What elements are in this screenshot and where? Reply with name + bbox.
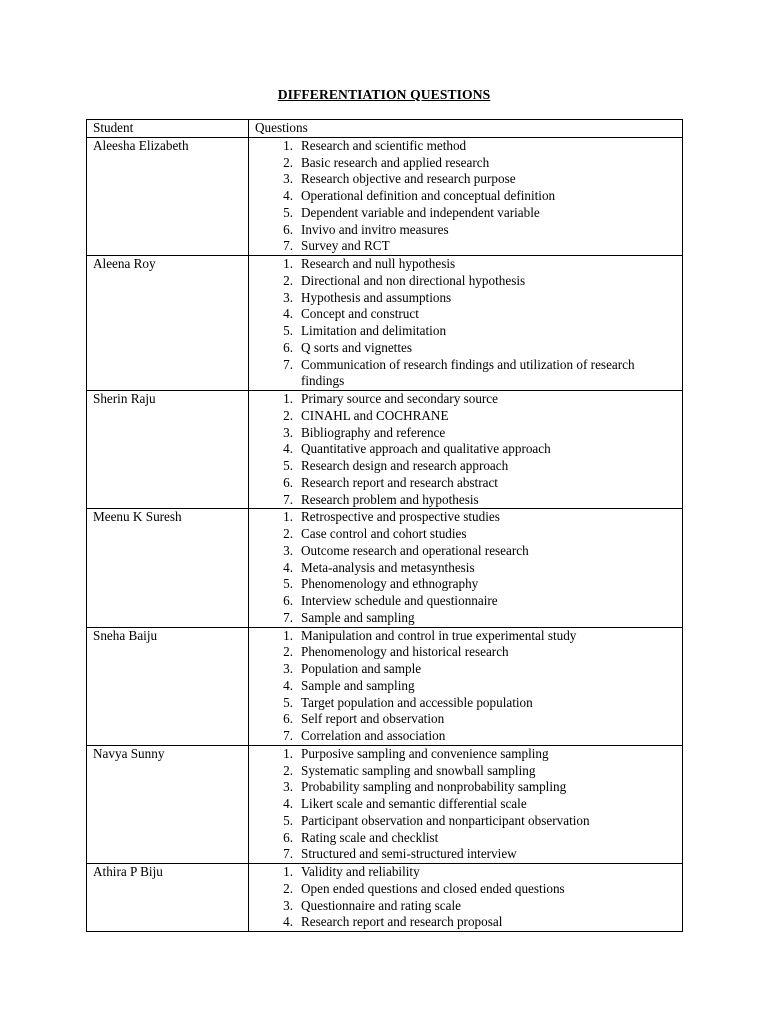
- list-item: [249, 628, 682, 645]
- questions-cell: [249, 745, 683, 863]
- list-number: 4.: [283, 306, 293, 322]
- list-number: 5.: [283, 812, 293, 828]
- list-number: 7.: [283, 609, 293, 625]
- list-number: 7.: [283, 238, 293, 254]
- question-text: Validity and reliability: [301, 864, 420, 879]
- question-text: Participant observation and nonparticipant observation: [301, 812, 590, 828]
- list-number: 4.: [283, 914, 293, 930]
- question-text: Systematic sampling and snowball sampling: [301, 762, 536, 778]
- student-name: Aleena Roy: [87, 256, 249, 391]
- list-item: [249, 610, 682, 627]
- list-item: [249, 188, 682, 205]
- questions-table: [86, 119, 683, 932]
- list-item: [249, 914, 682, 931]
- question-text: Operational definition and conceptual definition: [301, 188, 556, 203]
- list-number: 4.: [283, 796, 293, 811]
- question-text: Research and scientific method: [301, 137, 467, 153]
- question-text: Retrospective and prospective studies: [301, 509, 500, 525]
- student-name: Meenu K Suresh: [87, 509, 249, 627]
- list-item: [249, 864, 682, 881]
- list-item: [249, 526, 682, 543]
- question-text: Research problem and hypothesis: [301, 491, 479, 507]
- questions-list: [249, 746, 682, 863]
- list-number: 3.: [283, 542, 293, 558]
- list-number: 2.: [283, 272, 293, 288]
- questions-list: [249, 138, 682, 255]
- list-number: 1.: [283, 256, 293, 271]
- question-text: Primary source and secondary source: [301, 391, 499, 406]
- question-text: Q sorts and vignettes: [301, 339, 412, 355]
- header-student: Student: [87, 120, 249, 138]
- list-number: 3.: [283, 779, 293, 795]
- list-item: [249, 711, 682, 728]
- questions-list: [249, 864, 682, 931]
- list-number: 4.: [283, 441, 293, 457]
- list-item: [249, 357, 682, 391]
- table-row: [87, 627, 683, 745]
- list-number: 1.: [283, 391, 293, 406]
- list-item: [249, 898, 682, 915]
- table-row: [87, 137, 683, 255]
- list-item: [249, 881, 682, 898]
- list-number: 4.: [283, 559, 293, 575]
- question-text: Survey and RCT: [301, 238, 390, 254]
- list-item: [249, 560, 682, 577]
- question-text: Sample and sampling: [301, 609, 415, 625]
- list-number: 5.: [283, 323, 293, 338]
- list-item: [249, 695, 682, 712]
- list-item: [249, 408, 682, 425]
- list-item: [249, 391, 682, 408]
- list-number: 6.: [283, 711, 293, 727]
- question-text: Questionnaire and rating scale: [301, 897, 462, 913]
- header-questions: Questions: [249, 120, 683, 138]
- list-item: [249, 171, 682, 188]
- list-item: [249, 661, 682, 678]
- list-number: 6.: [283, 339, 293, 355]
- question-text: Hypothesis and assumptions: [301, 289, 452, 305]
- list-item: [249, 273, 682, 290]
- list-item: [249, 238, 682, 255]
- question-text: Phenomenology and historical research: [301, 644, 509, 660]
- question-text: Dependent variable and independent variable: [301, 204, 540, 220]
- question-text: Concept and construct: [301, 306, 419, 322]
- list-item: [249, 746, 682, 763]
- list-item: [249, 830, 682, 847]
- list-item: [249, 796, 682, 813]
- question-text: Self report and observation: [301, 711, 445, 727]
- questions-cell: [249, 256, 683, 391]
- question-text: Quantitative approach and qualitative approach: [301, 441, 551, 457]
- table-row: [87, 256, 683, 391]
- question-text: Research report and research proposal: [301, 914, 503, 930]
- questions-list: [249, 628, 682, 745]
- list-number: 3.: [283, 289, 293, 305]
- table-row: [87, 745, 683, 863]
- list-item: [249, 475, 682, 492]
- list-number: 2.: [283, 526, 293, 541]
- list-item: [249, 509, 682, 526]
- list-number: 4.: [283, 188, 293, 203]
- list-number: 7.: [283, 846, 293, 862]
- list-item: [249, 155, 682, 172]
- list-number: 1.: [283, 864, 293, 879]
- list-number: 5.: [283, 458, 293, 473]
- question-text: Phenomenology and ethnography: [301, 576, 479, 592]
- question-text: CINAHL and COCHRANE: [301, 407, 449, 423]
- list-number: 4.: [283, 677, 293, 693]
- question-text: Research design and research approach: [301, 458, 509, 473]
- table-body: [87, 120, 683, 932]
- list-number: 7.: [283, 728, 293, 743]
- list-number: 6.: [283, 474, 293, 490]
- list-number: 7.: [283, 356, 293, 372]
- table-header-row: [87, 120, 683, 138]
- questions-cell: [249, 864, 683, 932]
- list-number: 3.: [283, 897, 293, 913]
- list-item: [249, 441, 682, 458]
- list-number: 6.: [283, 829, 293, 845]
- list-number: 1.: [283, 509, 293, 525]
- table-row: [87, 864, 683, 932]
- list-number: 1.: [283, 745, 293, 761]
- question-text: Case control and cohort studies: [301, 526, 467, 541]
- question-text: Purposive sampling and convenience sampling: [301, 745, 549, 761]
- list-number: 1.: [283, 137, 293, 153]
- question-text: Likert scale and semantic differential scale: [301, 796, 527, 811]
- question-text: Correlation and association: [301, 728, 446, 743]
- table-row: [87, 391, 683, 509]
- student-name: Aleesha Elizabeth: [87, 137, 249, 255]
- question-text: Open ended questions and closed ended questions: [301, 880, 565, 896]
- question-text: Structured and semi-structured interview: [301, 846, 517, 862]
- list-item: [249, 290, 682, 307]
- questions-cell: [249, 391, 683, 509]
- list-item: [249, 256, 682, 273]
- list-number: 1.: [283, 627, 293, 643]
- list-number: 2.: [283, 762, 293, 778]
- list-number: 5.: [283, 694, 293, 710]
- question-text: Outcome research and operational research: [301, 542, 529, 558]
- list-item: [249, 222, 682, 239]
- question-text: Research report and research abstract: [301, 474, 498, 490]
- list-item: [249, 425, 682, 442]
- list-number: 3.: [283, 424, 293, 440]
- questions-list: [249, 391, 682, 508]
- list-item: [249, 543, 682, 560]
- question-text: Sample and sampling: [301, 677, 415, 693]
- list-number: 6.: [283, 221, 293, 237]
- list-number: 2.: [283, 154, 293, 170]
- list-item: [249, 846, 682, 863]
- questions-cell: [249, 509, 683, 627]
- list-number: 3.: [283, 661, 293, 676]
- list-item: [249, 576, 682, 593]
- list-item: [249, 492, 682, 509]
- question-text: Basic research and applied research: [301, 154, 490, 170]
- list-item: [249, 323, 682, 340]
- question-text: Manipulation and control in true experimental study: [301, 627, 577, 643]
- list-item: [249, 728, 682, 745]
- list-item: [249, 813, 682, 830]
- questions-cell: [249, 627, 683, 745]
- questions-cell: [249, 137, 683, 255]
- student-name: Sherin Raju: [87, 391, 249, 509]
- questions-list: [249, 256, 682, 390]
- list-item: [249, 138, 682, 155]
- list-item: [249, 779, 682, 796]
- list-number: 2.: [283, 407, 293, 423]
- list-item: [249, 458, 682, 475]
- question-text: Directional and non directional hypothesis: [301, 272, 526, 288]
- page-title: DIFFERENTIATION QUESTIONS: [277, 87, 491, 102]
- list-number: 5.: [283, 576, 293, 592]
- list-item: [249, 593, 682, 610]
- list-number: 7.: [283, 491, 293, 507]
- list-number: 2.: [283, 880, 293, 896]
- student-name: Athira P Biju: [87, 864, 249, 932]
- question-text: Population and sample: [301, 661, 422, 676]
- question-text: Interview schedule and questionnaire: [301, 593, 498, 608]
- question-text: Meta-analysis and metasynthesis: [301, 559, 475, 575]
- list-item: [249, 644, 682, 661]
- list-number: 5.: [283, 204, 293, 220]
- list-item: [249, 205, 682, 222]
- student-name: Sneha Baiju: [87, 627, 249, 745]
- list-number: 3.: [283, 171, 293, 187]
- student-name: Navya Sunny: [87, 745, 249, 863]
- question-text: Rating scale and checklist: [301, 829, 439, 845]
- question-text: Communication of research findings and utilization of research findings: [301, 356, 635, 389]
- question-text: Probability sampling and nonprobability sampling: [301, 779, 567, 795]
- list-item: [249, 678, 682, 695]
- questions-list: [249, 509, 682, 626]
- question-text: Invivo and invitro measures: [301, 221, 449, 237]
- question-text: Research and null hypothesis: [301, 256, 456, 271]
- list-number: 2.: [283, 644, 293, 660]
- question-text: Target population and accessible population: [301, 694, 533, 710]
- list-item: [249, 340, 682, 357]
- question-text: Research objective and research purpose: [301, 171, 516, 187]
- list-item: [249, 763, 682, 780]
- table-row: [87, 509, 683, 627]
- question-text: Limitation and delimitation: [301, 323, 447, 338]
- list-item: [249, 306, 682, 323]
- question-text: Bibliography and reference: [301, 424, 446, 440]
- list-number: 6.: [283, 593, 293, 608]
